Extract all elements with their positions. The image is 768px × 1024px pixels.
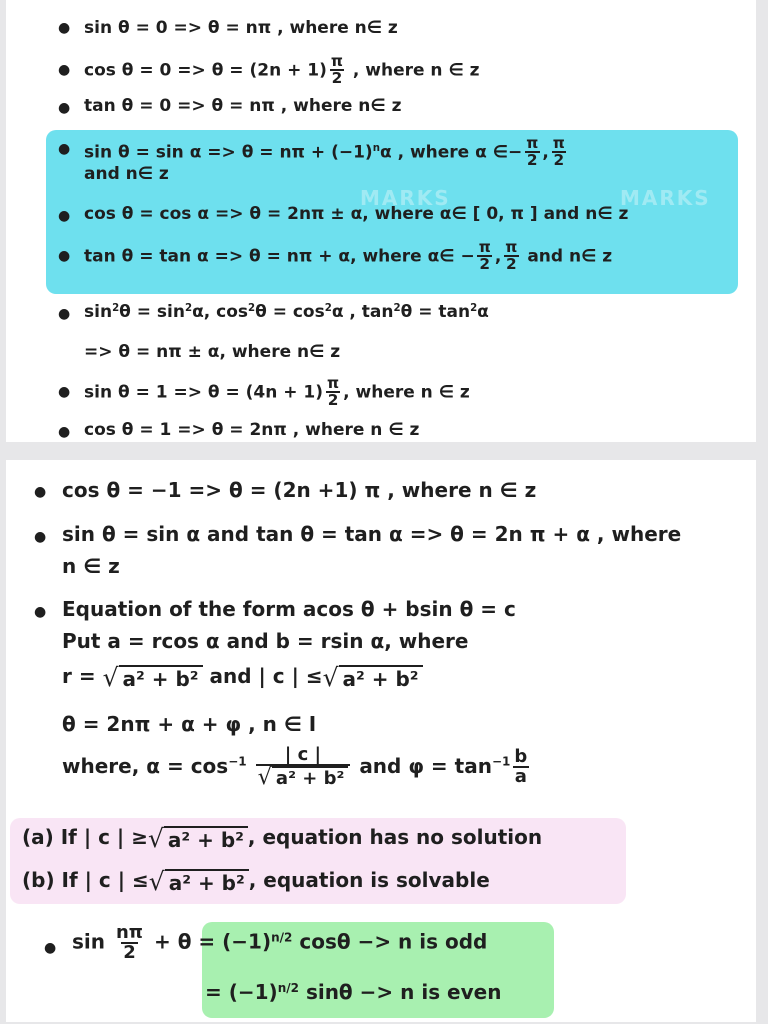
bullet: ● [58,384,71,400]
formula-line-11-cont: n ∈ z [62,554,120,578]
bullet: ● [58,306,71,322]
formula-line-9: cos θ = 1 => θ = 2nπ , where n ∈ z [84,420,420,440]
bullet: ● [44,940,57,956]
formula-line-7: $\sin^2\theta = \sin^2\alpha$, $\cos^2\theta = \cos^2\alpha$ , $\tan^2\theta = \tan^2\alpha$ [84,302,489,322]
formula-line-2: cos θ = 0 => θ = (2n + 1) $\frac{\pi}{2}$ , where n ∈ z [84,52,480,88]
bullet: ● [58,141,71,157]
formula-line-16: where, $\alpha = \cos^{-1}$ | c | √ a² + b² and $\varphi = \tan^{-1}$ $\frac{b}{a}$ [62,744,528,791]
bullet: ● [58,208,71,224]
formula-line-4-cont: and n∈ z [84,164,169,184]
formula-line-8: sin θ = 1 => θ = (4n + 1) $\frac{\pi}{2}$ , where n ∈ z [84,374,470,410]
bullet: ● [58,248,71,264]
formula-line-5: cos θ = cos α => θ = 2nπ ± α, where α∈ [ 0, π ] and n∈ z [84,204,629,224]
formula-line-7-cont: => θ = nπ ± α, where n∈ z [84,342,341,362]
formula-line-15: θ = 2nπ + α + φ , n ∈ I [62,712,317,736]
formula-line-4: $\sin \theta = \sin \alpha => \theta = n\pi + (-1)^n\alpha$ , where α ∈− $\frac{\pi}{2}$ , $\frac{\pi}{2}$ [84,134,565,170]
bullet: ● [58,62,71,78]
formula-line-3: tan θ = 0 => θ = nπ , where n∈ z [84,96,402,116]
bullet: ● [34,529,47,545]
formula-line-10: cos θ = −1 => θ = (2n +1) π , where n ∈ z [62,478,537,502]
watermark: MARKS [360,186,451,210]
formula-line-11: sin θ = sin α and tan θ = tan α => θ = 2n π + α , where [62,522,682,546]
bullet: ● [58,20,71,36]
condition-b: (b) If | c | ≤ √ a² + b² , equation is solvable [22,867,490,896]
formula-line-13: Put a = rcos α and b = rsin α, where [62,629,469,653]
bullet: ● [58,100,71,116]
formula-line-14: r = √ a² + b² and | c | ≤ √ a² + b² [62,664,423,690]
formula-line-12: Equation of the form acos θ + bsin θ = c [62,597,516,621]
formula-line-17: sin $\frac{n\pi}{2}$ + $\theta = (-1)^{n/2}$ cosθ −> n is odd [72,922,488,963]
watermark: MARKS [620,186,711,210]
bullet: ● [58,424,71,440]
formula-line-6: tan θ = tan α => θ = nπ + α, where α∈ − $\frac{\pi}{2}$ , $\frac{\pi}{2}$ and n∈ z [84,238,613,274]
bullet: ● [34,604,47,620]
formula-line-18: = $(-1)^{n/2}$ sinθ −> n is even [205,980,502,1004]
condition-a: (a) If | c | ≥ √ a² + b² , equation has no solution [22,824,543,853]
bullet: ● [34,484,47,500]
formula-line-1: sin θ = 0 => θ = nπ , where n∈ z [84,18,398,38]
